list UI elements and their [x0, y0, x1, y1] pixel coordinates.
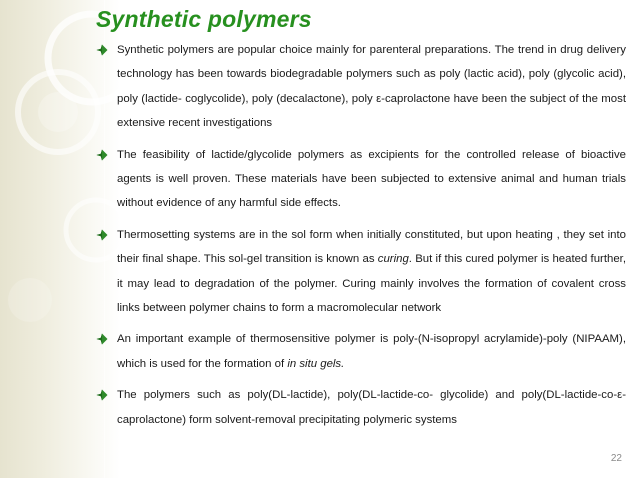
bullet-text — [117, 38, 626, 136]
page-number: 22 — [610, 453, 622, 464]
diamond-wing-bullet-icon — [96, 389, 108, 401]
bullet-text-part: An important example of thermosensitive polymer is poly-(N-isopropyl acrylamide)-poly (NIPAAM), which is used for the formation of — [117, 333, 626, 370]
bullet-text-part: The feasibility of lactide/glycolide polymers as excipients for the controlled release of bioactive agents is well proven. These materials have been subjected to extensive animal and human trials without evidence of any harmful side effects. — [117, 148, 626, 210]
bullet-text — [117, 383, 626, 432]
bullet-text-part: Synthetic polymers are popular choice mainly for parenteral preparations. The trend in drug delivery technology has been towards biodegradable polymers such as poly (lactic acid), poly (glycolic acid), poly (lactide- coglycolide), poly (decalactone), poly ε-caprolactone have been the subject of the most extensive recent investigations — [117, 44, 626, 130]
bullet-list — [96, 38, 626, 439]
bullet-text — [117, 223, 626, 321]
list-item — [96, 383, 626, 432]
emphasis-term: curing — [377, 253, 409, 266]
list-item — [96, 143, 626, 216]
diamond-wing-bullet-icon — [96, 229, 108, 241]
bullet-text-part: . But if this cured polymer is heated further, it may lead to degradation of the polymer. Curing mainly involves the formation of covalent cross links between polymer chains to form a macromolecular network — [117, 253, 626, 315]
diamond-wing-bullet-icon — [96, 149, 108, 161]
bullet-text — [117, 327, 626, 376]
diamond-wing-bullet-icon — [96, 44, 108, 56]
list-item — [96, 223, 626, 321]
bullet-text-part: Thermosetting systems are in the sol form when initially constituted, but upon heating , they set into their final shape. This sol-gel transition is known as — [117, 228, 626, 266]
diamond-wing-bullet-icon — [96, 333, 108, 345]
list-item — [96, 327, 626, 376]
slide-title: Synthetic polymers — [96, 6, 312, 32]
bullet-text-part: The polymers such as poly(DL-lactide), poly(DL-lactide-co- glycolide) and poly(DL-lactide-co-ε-caprolactone) form solvent-removal precipitating polymeric systems — [117, 389, 626, 426]
emphasis-term: in situ gels. — [287, 357, 345, 370]
bullet-text — [117, 143, 626, 216]
list-item — [96, 38, 626, 136]
